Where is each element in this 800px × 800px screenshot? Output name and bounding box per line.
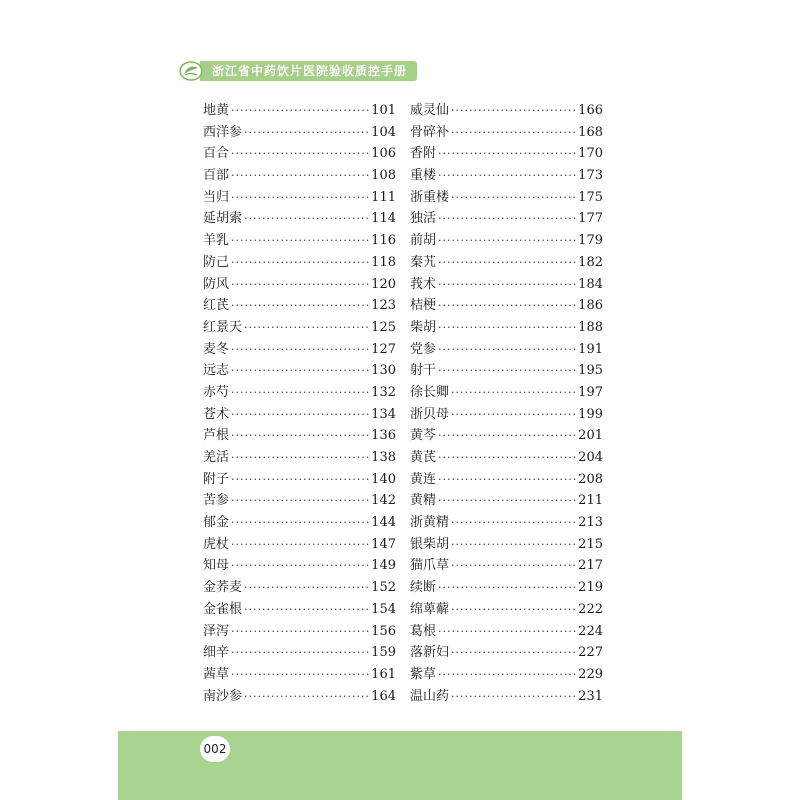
toc-entry	[410, 382, 603, 404]
dot-leader	[244, 686, 370, 708]
toc-entry-title: 浙重楼	[410, 189, 450, 205]
toc-entry-page: 168	[578, 124, 603, 140]
dot-leader	[244, 599, 370, 621]
toc-entry-title: 金荞麦	[203, 580, 243, 596]
toc-entry-title: 党参	[410, 341, 437, 357]
toc-entry	[410, 512, 603, 534]
toc-entry-title: 温山药	[410, 688, 450, 704]
toc-entry-page: 186	[578, 298, 603, 314]
toc-entry-title: 黄芩	[410, 428, 437, 444]
toc-entry-page: 170	[578, 146, 603, 162]
toc-entry-title: 麦冬	[203, 341, 230, 357]
dot-leader	[451, 686, 577, 708]
toc-entry-title: 知母	[203, 558, 230, 574]
dot-leader	[244, 317, 370, 339]
toc-entry	[410, 664, 603, 686]
herb-leaf-icon	[178, 60, 204, 82]
dot-leader	[451, 404, 577, 426]
book-title-banner: 浙江省中药饮片医院验收质控手册	[200, 61, 417, 81]
dot-leader	[451, 555, 577, 577]
dot-leader	[231, 165, 370, 187]
dot-leader	[231, 425, 370, 447]
toc-entry-title: 威灵仙	[410, 103, 450, 118]
toc-entry	[410, 252, 603, 274]
toc-entry	[410, 339, 603, 361]
toc-entry-title: 南沙参	[203, 688, 243, 704]
toc-entry-title: 细辛	[203, 645, 230, 661]
dot-leader	[244, 208, 370, 230]
dot-leader	[231, 295, 370, 317]
dot-leader	[451, 642, 577, 664]
dot-leader	[231, 143, 370, 165]
dot-leader	[438, 295, 577, 317]
toc-entry-page: 211	[578, 493, 603, 509]
toc-entry	[410, 317, 603, 339]
toc-entry	[410, 621, 603, 643]
toc-entry-title: 郁金	[203, 515, 230, 531]
toc-entry-page: 118	[371, 254, 396, 270]
toc-entry-page: 123	[371, 298, 396, 314]
dot-leader	[231, 512, 370, 534]
toc-entry-title: 红芪	[203, 298, 230, 314]
toc-entry	[203, 317, 396, 339]
toc-entry	[203, 122, 396, 144]
toc-entry-page: 231	[578, 688, 603, 704]
toc-entry	[203, 187, 396, 209]
dot-leader	[438, 490, 577, 512]
dot-leader	[231, 447, 370, 469]
toc-entry	[203, 143, 396, 165]
toc-entry	[203, 686, 396, 708]
toc-entry-title: 苦参	[203, 493, 230, 509]
toc-entry-page: 219	[578, 580, 603, 596]
toc-entry-title: 芦根	[203, 428, 230, 444]
toc-entry-page: 177	[578, 211, 603, 227]
toc-entry-page: 195	[578, 363, 603, 379]
toc-entry-page: 130	[371, 363, 396, 379]
toc-entry	[203, 621, 396, 643]
dot-leader	[438, 425, 577, 447]
toc-entry-title: 百部	[203, 168, 230, 184]
toc-entry	[410, 230, 603, 252]
toc-entry-page: 132	[371, 384, 396, 400]
toc-entry	[203, 339, 396, 361]
toc-entry-title: 泽泻	[203, 623, 230, 639]
toc-entry	[410, 208, 603, 230]
toc-entry-page: 222	[578, 601, 603, 617]
dot-leader	[438, 274, 577, 296]
toc-entry-page: 111	[371, 189, 396, 205]
toc-entry	[203, 404, 396, 426]
dot-leader	[244, 577, 370, 599]
toc-entry	[410, 425, 603, 447]
toc-entry	[410, 599, 603, 621]
toc-entry-page: 184	[578, 276, 603, 292]
toc-entry-page: 125	[371, 319, 396, 335]
toc-entry-page: 156	[371, 623, 396, 639]
dot-leader	[438, 165, 577, 187]
toc-entry-title: 延胡索	[203, 211, 243, 227]
toc-entry-page: 138	[371, 450, 396, 465]
dot-leader	[231, 664, 370, 686]
toc-entry	[410, 534, 603, 556]
toc-entry	[203, 425, 396, 447]
toc-entry-page: 227	[578, 645, 603, 661]
toc-entry-title: 徐长卿	[410, 384, 450, 400]
toc-entry	[203, 447, 396, 469]
toc-entry-page: 114	[371, 211, 396, 227]
toc-entry-page: 104	[371, 124, 396, 140]
dot-leader	[451, 187, 577, 209]
dot-leader	[231, 534, 370, 556]
toc-entry-page: 175	[578, 189, 603, 205]
toc-entry-page: 204	[578, 450, 603, 465]
toc-column-right	[410, 100, 603, 707]
toc-entry-page: 224	[578, 623, 603, 639]
toc-entry-title: 桔梗	[410, 298, 437, 314]
toc-entry-title: 百合	[203, 146, 230, 162]
toc-entry-title: 黄连	[410, 471, 437, 487]
toc-entry	[203, 230, 396, 252]
toc-entry-title: 续断	[410, 580, 437, 596]
toc-entry-title: 浙黄精	[410, 515, 450, 531]
toc-entry	[203, 165, 396, 187]
dot-leader	[231, 469, 370, 491]
dot-leader	[438, 143, 577, 165]
toc-entry	[410, 295, 603, 317]
toc-entry	[203, 599, 396, 621]
toc-entry-page: 106	[371, 146, 396, 162]
toc-entry	[410, 686, 603, 708]
toc-entry-page: 144	[371, 515, 396, 531]
toc-entry-page: 229	[578, 666, 603, 682]
toc-entry-page: 152	[371, 580, 396, 596]
toc-entry-title: 茜草	[203, 666, 230, 682]
toc-entry-page: 164	[371, 688, 396, 704]
dot-leader	[438, 208, 577, 230]
toc-entry	[410, 122, 603, 144]
toc-entry	[410, 490, 603, 512]
toc-entry-title: 猫爪草	[410, 558, 450, 574]
toc-entry-title: 柴胡	[410, 319, 437, 335]
toc-entry-title: 羊乳	[203, 233, 230, 249]
dot-leader	[231, 555, 370, 577]
dot-leader	[231, 490, 370, 512]
dot-leader	[231, 339, 370, 361]
dot-leader	[231, 274, 370, 296]
toc-entry-page: 173	[578, 168, 603, 184]
toc-entry	[410, 404, 603, 426]
dot-leader	[438, 577, 577, 599]
toc-entry-title: 银柴胡	[410, 536, 450, 552]
running-header	[178, 60, 417, 82]
toc-entry	[203, 295, 396, 317]
toc-entry-title: 黄芪	[410, 450, 437, 465]
toc-entry-page: 213	[578, 515, 603, 531]
toc-entry-title: 远志	[203, 363, 230, 379]
toc-entry	[203, 100, 396, 122]
toc-entry	[203, 382, 396, 404]
toc-entry	[203, 208, 396, 230]
dot-leader	[231, 621, 370, 643]
toc-entry-page: 161	[371, 666, 396, 682]
dot-leader	[438, 447, 577, 469]
toc-entry-title: 浙贝母	[410, 406, 450, 422]
table-of-contents	[203, 100, 603, 707]
toc-entry-page: 197	[578, 384, 603, 400]
toc-entry-title: 虎杖	[203, 536, 230, 552]
toc-entry-page: 134	[371, 406, 396, 422]
dot-leader	[231, 187, 370, 209]
toc-entry-page: 136	[371, 428, 396, 444]
toc-entry-page: 116	[371, 233, 396, 249]
toc-entry-page: 154	[371, 601, 396, 617]
toc-entry-title: 当归	[203, 189, 230, 205]
dot-leader	[231, 230, 370, 252]
toc-entry-page: 142	[371, 493, 396, 509]
toc-entry-title: 落新妇	[410, 645, 450, 661]
toc-entry-title: 独活	[410, 211, 437, 227]
toc-entry-title: 香附	[410, 146, 437, 162]
dot-leader	[451, 100, 577, 122]
dot-leader	[244, 122, 370, 144]
dot-leader	[451, 599, 577, 621]
dot-leader	[438, 469, 577, 491]
toc-entry-page: 101	[371, 103, 396, 118]
dot-leader	[438, 664, 577, 686]
toc-entry	[410, 187, 603, 209]
dot-leader	[438, 252, 577, 274]
toc-entry-page: 179	[578, 233, 603, 249]
toc-entry	[203, 577, 396, 599]
toc-entry	[203, 274, 396, 296]
toc-entry-page: 191	[578, 341, 603, 357]
toc-entry-page: 108	[371, 168, 396, 184]
toc-entry-page: 127	[371, 341, 396, 357]
toc-entry-page: 182	[578, 254, 603, 270]
toc-entry-page: 149	[371, 558, 396, 574]
dot-leader	[231, 252, 370, 274]
toc-entry	[203, 469, 396, 491]
dot-leader	[438, 339, 577, 361]
toc-entry-title: 地黄	[203, 103, 230, 118]
toc-entry	[410, 274, 603, 296]
toc-entry-title: 葛根	[410, 623, 437, 639]
toc-entry	[410, 577, 603, 599]
toc-entry	[410, 165, 603, 187]
dot-leader	[231, 404, 370, 426]
toc-entry-title: 莪术	[410, 276, 437, 292]
toc-entry	[203, 252, 396, 274]
dot-leader	[451, 534, 577, 556]
dot-leader	[451, 122, 577, 144]
toc-entry-title: 黄精	[410, 493, 437, 509]
dot-leader	[231, 360, 370, 382]
toc-entry-page: 120	[371, 276, 396, 292]
toc-entry-title: 金雀根	[203, 601, 243, 617]
dot-leader	[451, 512, 577, 534]
dot-leader	[438, 230, 577, 252]
toc-entry-page: 166	[578, 103, 603, 118]
toc-entry	[203, 555, 396, 577]
toc-entry-title: 红景天	[203, 319, 243, 335]
toc-entry	[203, 642, 396, 664]
toc-entry-page: 208	[578, 471, 603, 487]
toc-entry-page: 201	[578, 428, 603, 444]
toc-entry	[203, 490, 396, 512]
toc-entry	[203, 534, 396, 556]
toc-entry-page: 215	[578, 536, 603, 552]
toc-entry-title: 羌活	[203, 450, 230, 465]
toc-entry-title: 重楼	[410, 168, 437, 184]
toc-entry-title: 西洋参	[203, 124, 243, 140]
toc-entry	[203, 360, 396, 382]
toc-entry-page: 140	[371, 471, 396, 487]
toc-entry	[410, 555, 603, 577]
toc-entry	[410, 469, 603, 491]
dot-leader	[231, 382, 370, 404]
toc-entry-title: 赤芍	[203, 384, 230, 400]
toc-entry-title: 秦艽	[410, 254, 437, 270]
toc-entry-title: 附子	[203, 471, 230, 487]
toc-entry-title: 前胡	[410, 233, 437, 249]
toc-entry	[410, 143, 603, 165]
dot-leader	[451, 382, 577, 404]
toc-entry-page: 188	[578, 319, 603, 335]
toc-entry-page: 217	[578, 558, 603, 574]
toc-entry-title: 苍术	[203, 406, 230, 422]
dot-leader	[231, 100, 370, 122]
toc-entry-page: 199	[578, 406, 603, 422]
dot-leader	[438, 360, 577, 382]
toc-entry	[410, 642, 603, 664]
toc-entry	[410, 447, 603, 469]
dot-leader	[438, 317, 577, 339]
toc-entry-title: 骨碎补	[410, 124, 450, 140]
toc-entry	[203, 512, 396, 534]
toc-entry	[203, 664, 396, 686]
page-number: 002	[200, 736, 230, 762]
toc-entry-title: 射干	[410, 363, 437, 379]
toc-entry	[410, 100, 603, 122]
toc-entry-page: 147	[371, 536, 396, 552]
toc-entry-title: 防己	[203, 254, 230, 270]
toc-entry-title: 紫草	[410, 666, 437, 682]
dot-leader	[231, 642, 370, 664]
toc-entry	[410, 360, 603, 382]
toc-column-left	[203, 100, 396, 707]
toc-entry-title: 防风	[203, 276, 230, 292]
dot-leader	[438, 621, 577, 643]
toc-entry-title: 绵萆薢	[410, 601, 450, 617]
toc-entry-page: 159	[371, 645, 396, 661]
